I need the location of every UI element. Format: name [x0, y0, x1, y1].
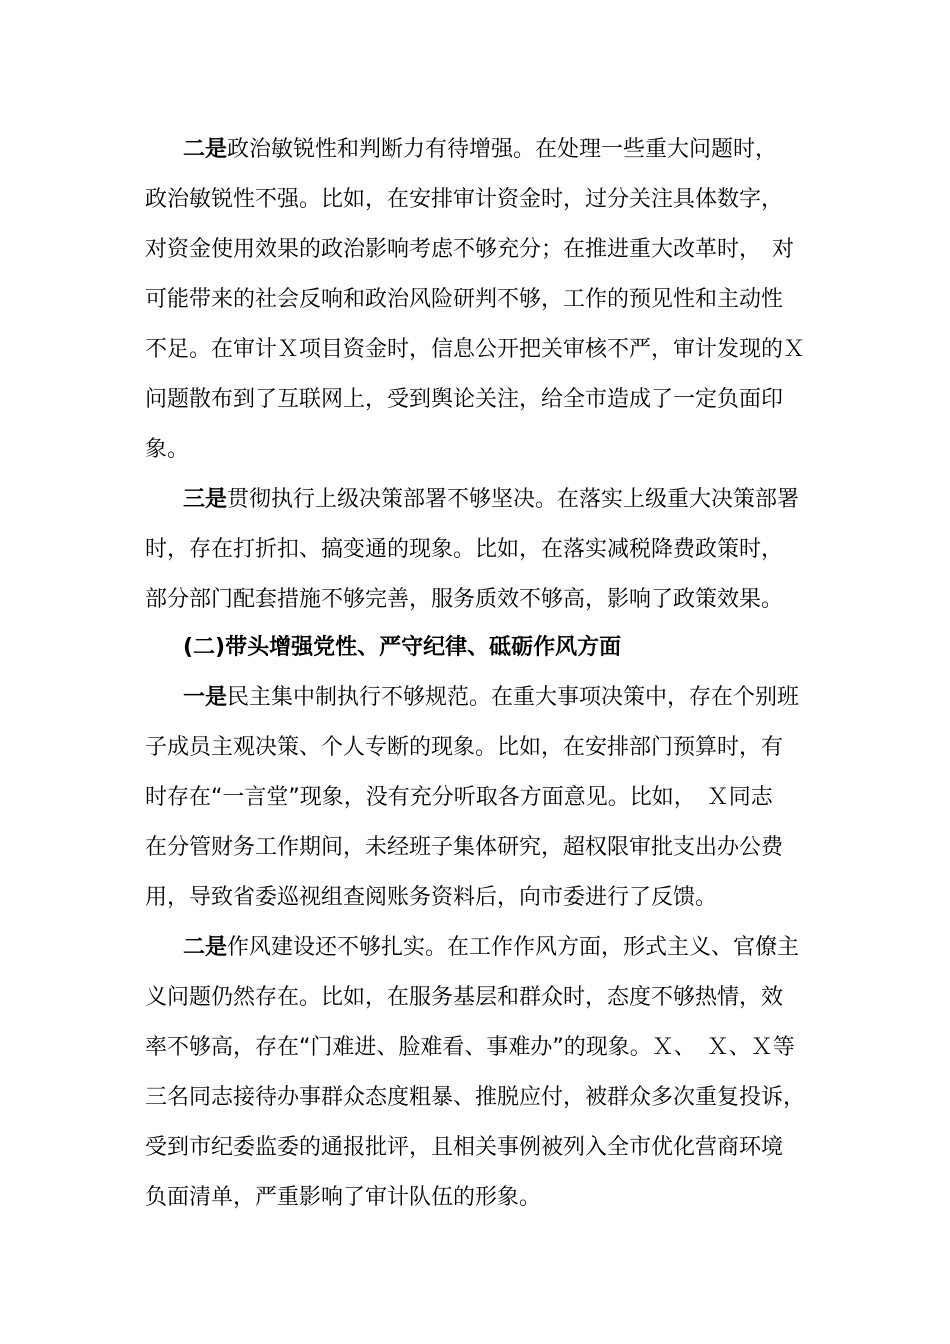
paragraph-line [0, 729, 950, 767]
paragraph-text: 贯彻执行上级决策部署不够坚决。在落实上级重大决策部署 [227, 487, 800, 512]
paragraph-line [0, 231, 950, 269]
paragraph-line [0, 879, 950, 917]
paragraph-line [0, 381, 950, 419]
paragraph-line [0, 281, 950, 319]
paragraph-text: 对资金使用效果的政治影响考虑不够充分；在推进重大改革时， 对 [145, 237, 795, 262]
paragraph-text: 问题散布到了互联网上，受到舆论关注，给全市造成了一定负面印 [145, 387, 784, 412]
paragraph-text: 不足。在审计Ｘ项目资金时，信息公开把关审核不严，审计发现的Ｘ [145, 337, 806, 362]
paragraph-lead: 三是 [183, 487, 228, 512]
paragraph-text: 子成员主观决策、个人专断的现象。比如，在安排部门预算时，有 [145, 735, 784, 760]
paragraph-text: 政治敏锐性和判断力有待增强。在处理一些重大问题时， [227, 137, 778, 162]
paragraph-line [0, 481, 950, 519]
paragraph-line [0, 1179, 950, 1217]
paragraph-line [0, 131, 950, 169]
section-heading [0, 629, 950, 667]
paragraph-line [0, 1129, 950, 1167]
paragraph-lead: 一是 [183, 685, 228, 710]
section-heading-text: (二)带头增强党性、严守纪律、砥砺作风方面 [183, 635, 622, 660]
paragraph-lead: 二是 [183, 137, 228, 162]
paragraph-line [0, 1079, 950, 1117]
paragraph-line [0, 779, 950, 817]
paragraph-line [0, 679, 950, 717]
paragraph-line [0, 331, 950, 369]
paragraph-text: 率不够高，存在“门难进、脸难看、事难办”的现象。Ｘ、 Ｘ、Ｘ等 [145, 1035, 795, 1060]
paragraph-text: 政治敏锐性不强。比如，在安排审计资金时，过分关注具体数字， [145, 187, 784, 212]
paragraph-text: 负面清单，严重影响了审计队伍的形象。 [145, 1185, 542, 1210]
paragraph-text: 用，导致省委巡视组查阅账务资料后，向市委进行了反馈。 [145, 885, 718, 910]
paragraph-text: 作风建设还不够扎实。在工作作风方面，形式主义、官僚主 [227, 935, 800, 960]
paragraph-text: 可能带来的社会反响和政治风险研判不够，工作的预见性和主动性 [145, 287, 784, 312]
paragraph-line [0, 531, 950, 569]
paragraph-text: 民主集中制执行不够规范。在重大事项决策中，存在个别班 [227, 685, 800, 710]
paragraph-line [0, 581, 950, 619]
paragraph-text: 时，存在打折扣、搞变通的现象。比如，在落实减税降费政策时， [145, 537, 784, 562]
paragraph-text: 受到市纪委监委的通报批评，且相关事例被列入全市优化营商环境 [145, 1135, 784, 1160]
paragraph-line [0, 181, 950, 219]
paragraph-text: 时存在“一言堂”现象，没有充分听取各方面意见。比如， Ｘ同志 [145, 785, 773, 810]
paragraph-line [0, 979, 950, 1017]
paragraph-text: 在分管财务工作期间，未经班子集体研究，超权限审批支出办公费 [145, 835, 784, 860]
paragraph-lead: 二是 [183, 935, 228, 960]
paragraph-text: 三名同志接待办事群众态度粗暴、推脱应付，被群众多次重复投诉， [145, 1085, 806, 1110]
paragraph-text: 象。 [145, 437, 190, 462]
paragraph-line [0, 1029, 950, 1067]
paragraph-text: 部分部门配套措施不够完善，服务质效不够高，影响了政策效果。 [145, 587, 784, 612]
paragraph-line [0, 431, 950, 469]
paragraph-line [0, 929, 950, 967]
paragraph-line [0, 829, 950, 867]
paragraph-text: 义问题仍然存在。比如，在服务基层和群众时，态度不够热情，效 [145, 985, 784, 1010]
